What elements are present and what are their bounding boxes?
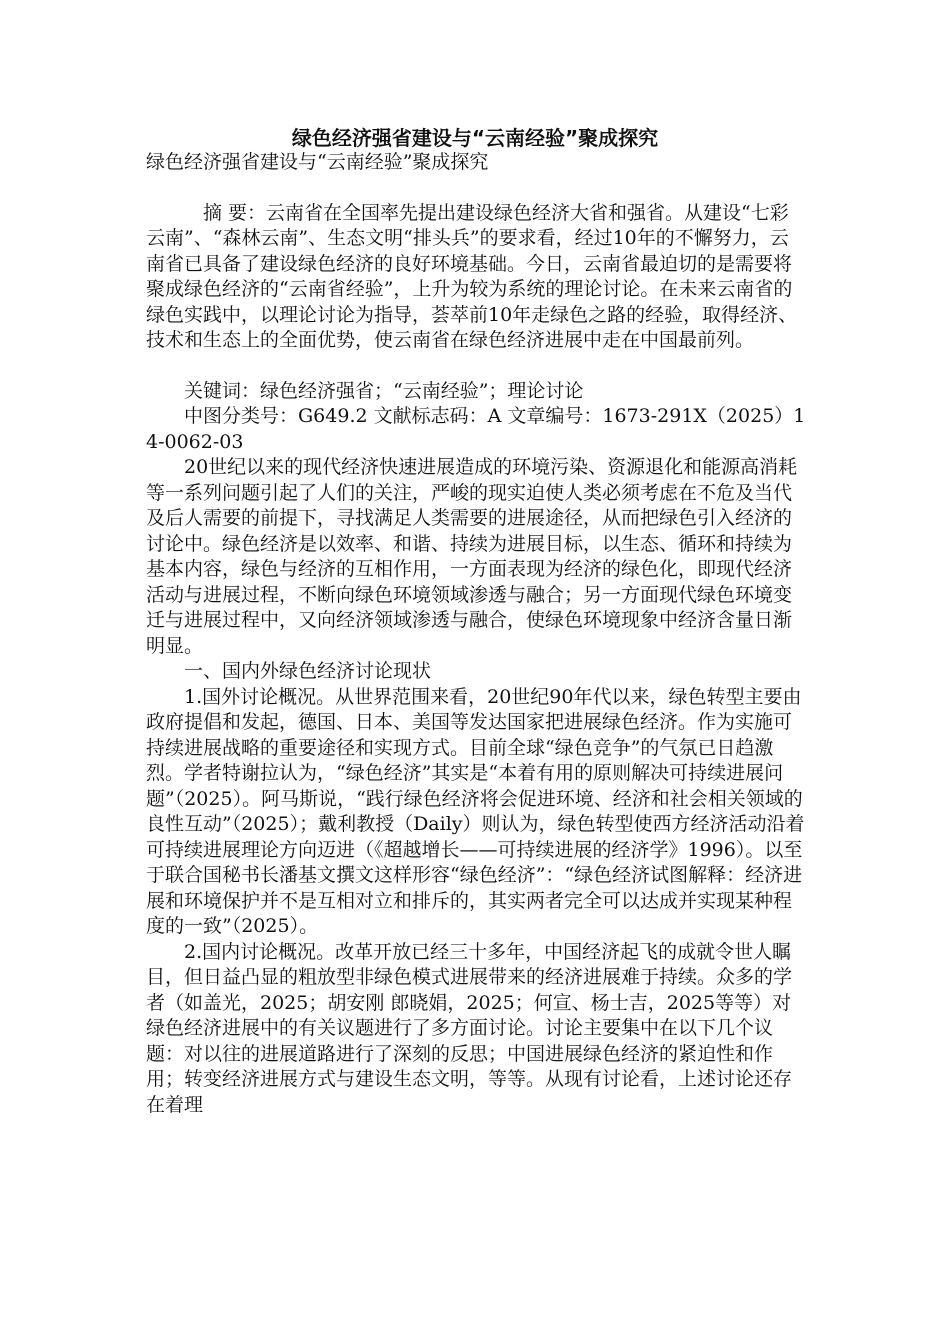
keywords-line: 关键词：绿色经济强省；“云南经验”；理论讨论 [184, 379, 584, 402]
domestic-research-paragraph: 2.国内讨论概况。改革开放已经三十多年，中国经济起飞的成就令世人瞩目，但日益凸显的粗放型非绿色模式进展带来的经济进展难于持续。众多的学者（如盖光，2025；胡安刚 郎晓娟，2025；何宣、杨士吉，2025等等）对绿色经济进展中的有关议题进行了多方面讨论。讨论主要集中在以下几个议题：对以往的进展道路进行了深刻的反思；中国进展绿色经济的紧迫性和作用；转变经济进展方式与建设生态文明，等等。从现有讨论看，上述讨论还存在着理 [146, 940, 793, 1116]
document-body [146, 150, 806, 1118]
section-heading: 一、国内外绿色经济讨论现状 [184, 660, 432, 682]
abstract-paragraph: 摘 要：云南省在全国率先提出建设绿色经济大省和强省。从建设“七彩云南”、“森林云南”、生态文明“排头兵”的要求看，经过10年的不懈努力，云南省已具备了建设绿色经济的良好环境基础。今日，云南省最迫切的是需要将聚成绿色经济的“云南省经验”，上升为较为系统的理论讨论。在未来云南省的绿色实践中，以理论讨论为指导，荟萃前10年走绿色之路的经验，取得经济、技术和生态上的全面优势，使云南省在绿色经济进展中走在中国最前列。 [146, 201, 798, 351]
document-subtitle: 绿色经济强省建设与“云南经验”聚成探究 [146, 151, 489, 173]
foreign-research-paragraph: 1.国外讨论概况。从世界范围来看，20世纪90年代以来，绿色转型主要由政府提倡和发起，德国、日本、美国等发达国家把进展绿色经济。作为实施可持续进展战略的重要途径和实现方式。目前全球“绿色竞争”的气氛已日趋激烈。学者特谢拉认为，“绿色经济”其实是“本着有用的原则解决可持续进展问题”（2025）。阿马斯说，“践行绿色经济将会促进环境、经济和社会相关领域的良性互动”（2025）；戴利教授（Daily）则认为，绿色转型使西方经济活动沿着可持续进展理论方向迈进（《超越增长——可持续进展的经济学》1996）。以至于联合国秘书长潘基文撰文这样形容“绿色经济”：“绿色经济试图解释：经济进展和环境保护并不是互相对立和排斥的，其实两者完全可以达成并实现某种程度的一致”（2025）。 [146, 685, 805, 937]
classification-line: 中图分类号：G649.2 文献标志码：A 文章编号：1673-291X（2025）14-0062-03 [146, 405, 806, 453]
intro-paragraph: 20世纪以来的现代经济快速进展造成的环境污染、资源退化和能源高消耗等一系列问题引起了人们的关注，严峻的现实迫使人类必须考虑在不危及当代及后人需要的前提下，寻找满足人类需要的进展途径，从而把绿色引入经济的讨论中。绿色经济是以效率、和谐、持续为进展目标，以生态、循环和持续为基本内容，绿色与经济的互相作用，一方面表现为经济的绿色化，即现代经济活动与进展过程，不断向绿色环境领域渗透与融合；另一方面现代绿色环境变迁与进展过程中，又向经济领域渗透与融合，使绿色环境现象中经济含量日渐明显。 [146, 456, 798, 657]
document-title: 绿色经济强省建设与“云南经验”聚成探究 [291, 126, 659, 150]
